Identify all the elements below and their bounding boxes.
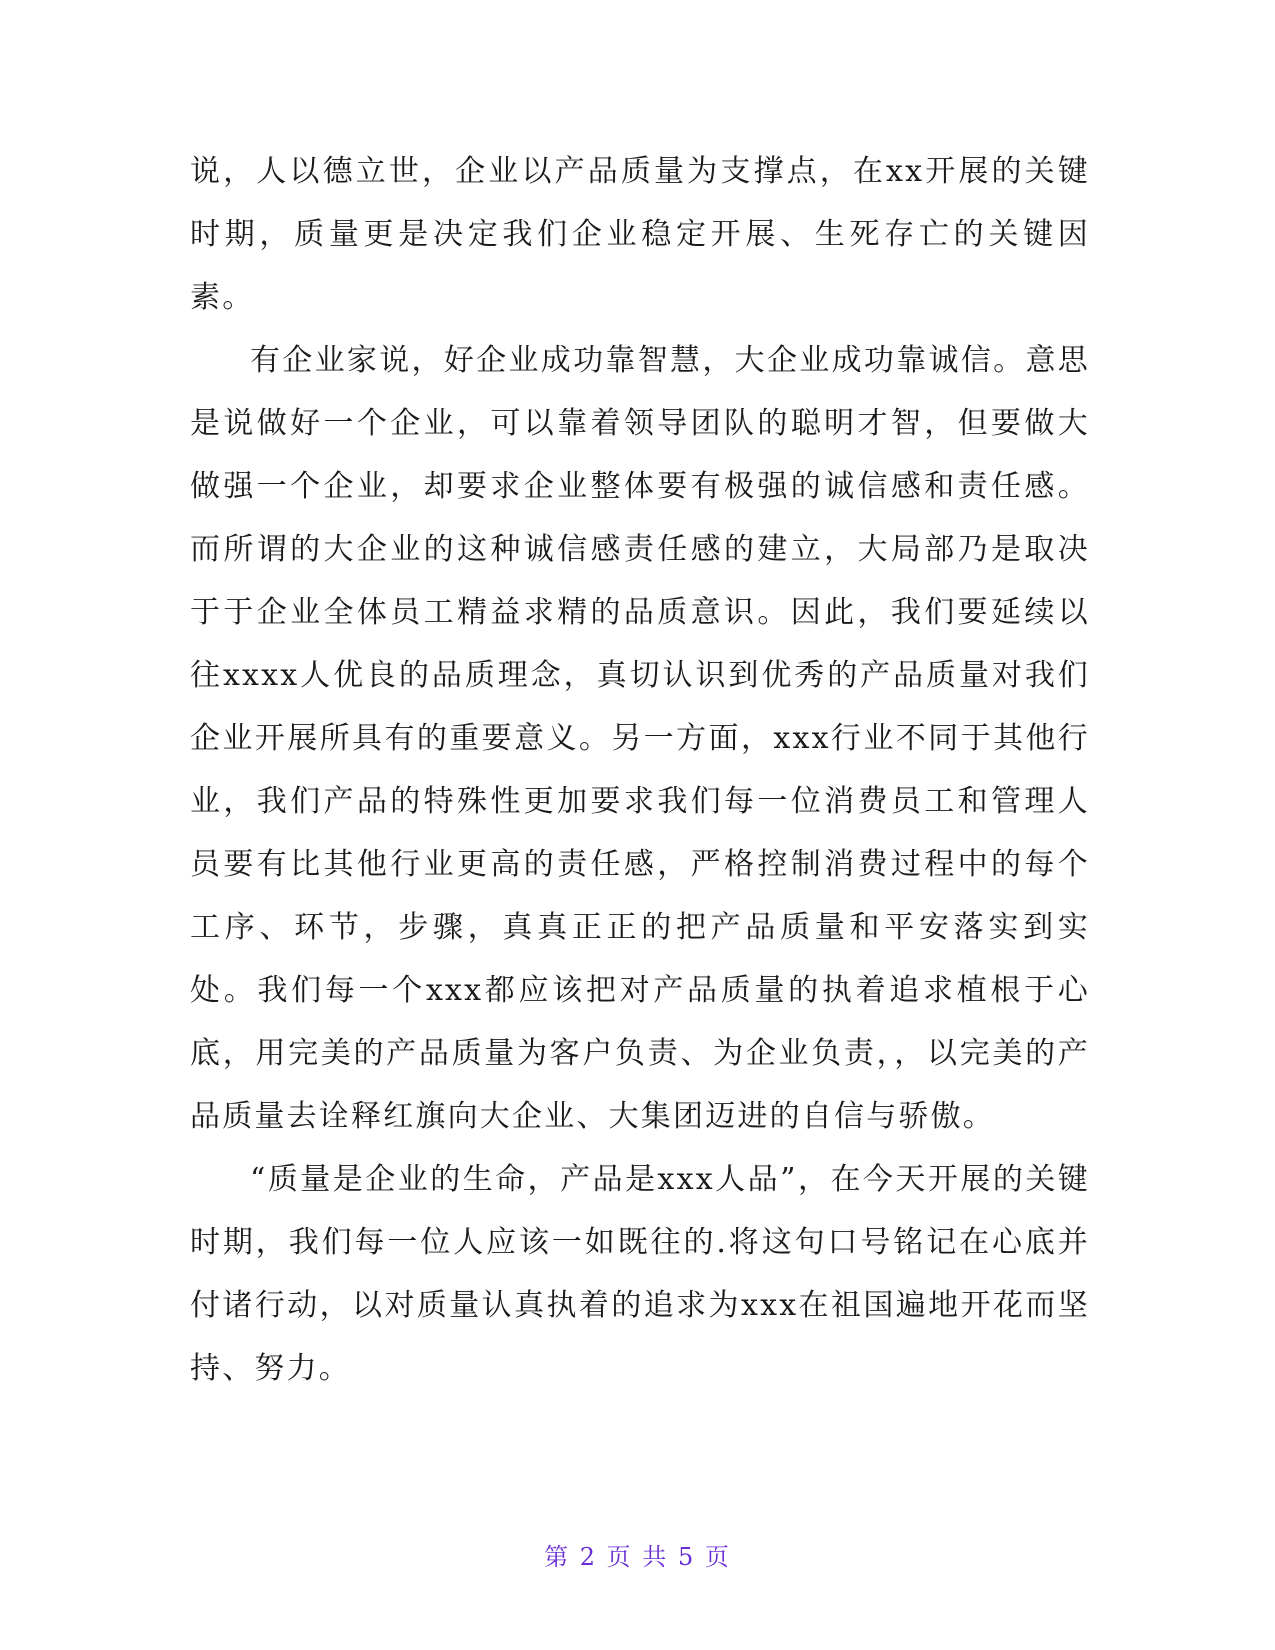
paragraph-3: “质量是企业的生命，产品是xxx人品”，在今天开展的关键时期，我们每一位人应该一如既往的.将这句口号铭记在心底并付诸行动，以对质量认真执着的追求为xxx在祖国遍地开花而坚持、努力。 <box>190 1162 1090 1386</box>
document-body <box>190 140 1090 1400</box>
paragraph-2: 有企业家说，好企业成功靠智慧，大企业成功靠诚信。意思是说做好一个企业，可以靠着领导团队的聪明才智，但要做大做强一个企业，却要求企业整体要有极强的诚信感和责任感。而所谓的大企业的这种诚信感责任感的建立，大局部乃是取决于于企业全体员工精益求精的品质意识。因此，我们要延续以往xxxx人优良的品质理念，真切认识到优秀的产品质量对我们企业开展所具有的重要意义。另一方面，xxx行业不同于其他行业，我们产品的特殊性更加要求我们每一位消费员工和管理人员要有比其他行业更高的责任感，严格控制消费过程中的每个工序、环节，步骤，真真正正的把产品质量和平安落实到实处。我们每一个xxx都应该把对产品质量的执着追求植根于心底，用完美的产品质量为客户负责、为企业负责，，以完美的产品质量去诠释红旗向大企业、大集团迈进的自信与骄傲。 <box>190 343 1090 1134</box>
page-number-footer: 第 2 页 共 5 页 <box>544 1543 731 1571</box>
paragraph-1: 说，人以德立世，企业以产品质量为支撑点，在xx开展的关键时期，质量更是决定我们企业稳定开展、生死存亡的关键因素。 <box>190 154 1090 315</box>
